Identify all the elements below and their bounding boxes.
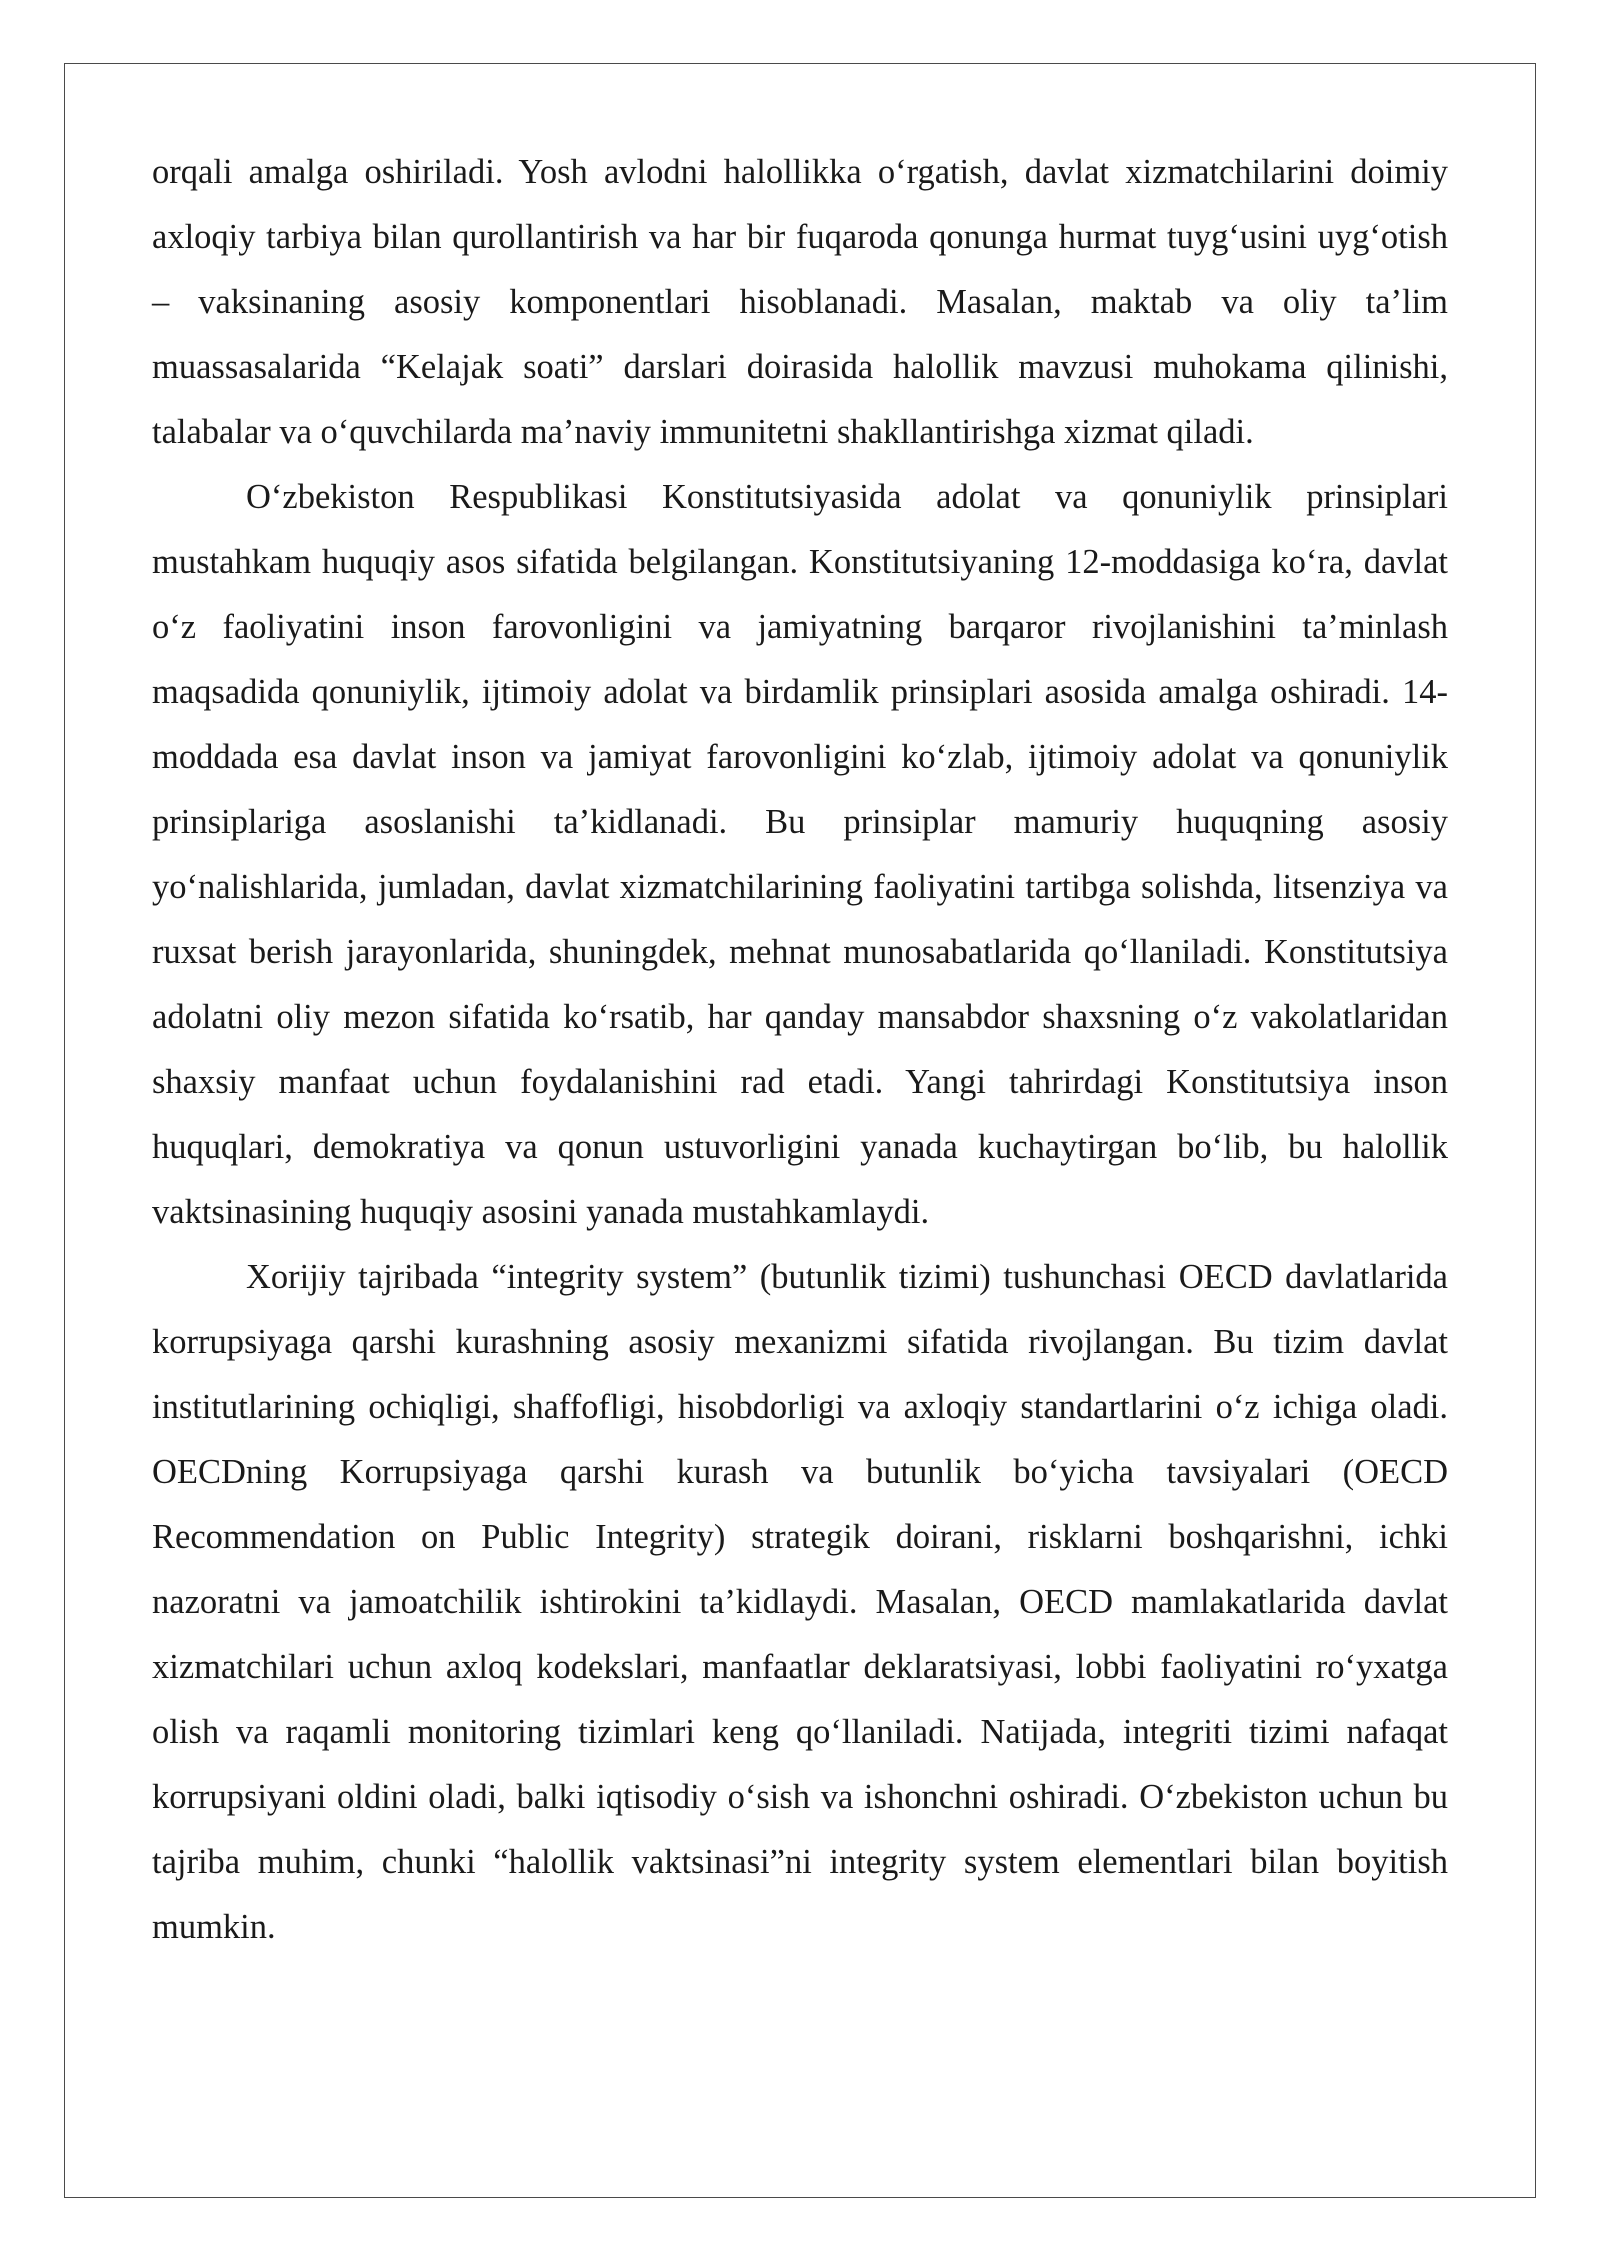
paragraph-continuation: orqali amalga oshiriladi. Yosh avlodni halollikka o‘rgatish, davlat xizmatchilarini doimiy axloqiy tarbiya bilan qurollantirish va har bir fuqaroda qonunga hurmat tuyg‘usini uyg‘otish – vaksinaning asosiy komponentlari hisoblanadi. Masalan, maktab va oliy ta’lim muassasalarida “Kelajak soati” darslari doirasida halollik mavzusi muhokama qilinishi, talabalar va o‘quvchilarda ma’naviy immunitetni shakllantirishga xizmat qiladi. <box>152 153 1448 451</box>
document-body <box>152 140 1448 1960</box>
paragraph-foreign-experience: Xorijiy tajribada “integrity system” (butunlik tizimi) tushunchasi OECD davlatlarida korrupsiyaga qarshi kurashning asosiy mexanizmi sifatida rivojlangan. Bu tizim davlat institutlarining ochiqligi, shaffofligi, hisobdorligi va axloqiy standartlarini o‘z ichiga oladi. OECDning Korrupsiyaga qarshi kurash va butunlik bo‘yicha tavsiyalari (OECD Recommendation on Public Integrity) strategik doirani, risklarni boshqarishni, ichki nazoratni va jamoatchilik ishtirokini ta’kidlaydi. Masalan, OECD mamlakatlarida davlat xizmatchilari uchun axloq kodekslari, manfaatlar deklaratsiyasi, lobbi faoliyatini ro‘yxatga olish va raqamli monitoring tizimlari keng qo‘llaniladi. Natijada, integriti tizimi nafaqat korrupsiyani oldini oladi, balki iqtisodiy o‘sish va ishonchni oshiradi. O‘zbekiston uchun bu tajriba muhim, chunki “halollik vaktsinasi”ni integrity system elementlari bilan boyitish mumkin. <box>152 1258 1448 1946</box>
paragraph-constitution: O‘zbekiston Respublikasi Konstitutsiyasida adolat va qonuniylik prinsiplari mustahkam huquqiy asos sifatida belgilangan. Konstitutsiyaning 12-moddasiga ko‘ra, davlat o‘z faoliyatini inson farovonligini va jamiyatning barqaror rivojlanishini ta’minlash maqsadida qonuniylik, ijtimoiy adolat va birdamlik prinsiplari asosida amalga oshiradi. 14-moddada esa davlat inson va jamiyat farovonligini ko‘zlab, ijtimoiy adolat va qonuniylik prinsiplariga asoslanishi ta’kidlanadi. Bu prinsiplar mamuriy huquqning asosiy yo‘nalishlarida, jumladan, davlat xizmatchilarining faoliyatini tartibga solishda, litsenziya va ruxsat berish jarayonlarida, shuningdek, mehnat munosabatlarida qo‘llaniladi. Konstitutsiya adolatni oliy mezon sifatida ko‘rsatib, har qanday mansabdor shaxsning o‘z vakolatlaridan shaxsiy manfaat uchun foydalanishini rad etadi. Yangi tahrirdagi Konstitutsiya inson huquqlari, demokratiya va qonun ustuvorligini yanada kuchaytirgan bo‘lib, bu halollik vaktsinasining huquqiy asosini yanada mustahkamlaydi. <box>152 478 1448 1231</box>
